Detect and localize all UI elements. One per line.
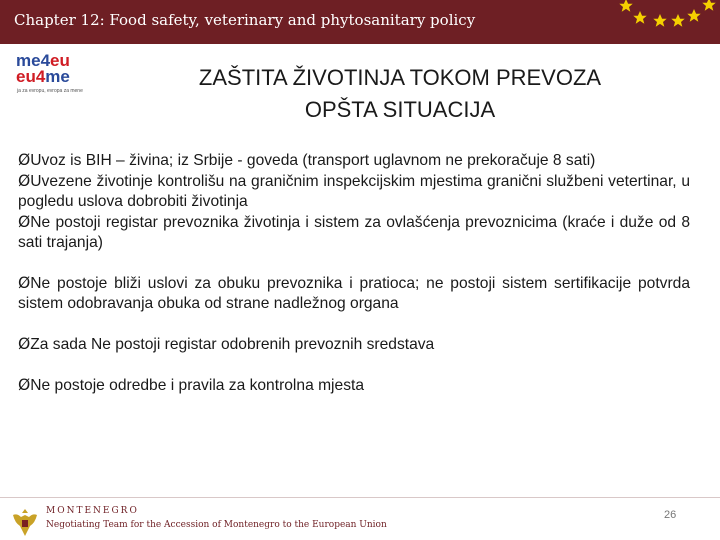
slide-title-line-2: OPŠTA SITUACIJA — [304, 97, 496, 122]
bullet-item: ØNe postoje odredbe i pravila za kontrolna mjesta — [18, 376, 365, 394]
bullet-arrow-icon: Ø — [18, 376, 31, 394]
chapter-title: Chapter 12: Food safety, veterinary and phytosanitary policy — [14, 11, 476, 29]
logo-line-1: me4eu — [16, 51, 70, 70]
slide-content — [18, 150, 690, 396]
bullet-arrow-icon: Ø — [18, 335, 31, 353]
bullet-item: ØUvoz is BIH – živina; iz Srbije - goveda (transport uglavnom ne prekoračuje 8 sati) — [18, 151, 596, 169]
footer-country: MONTENEGRO — [46, 506, 139, 516]
slide-title — [120, 62, 680, 126]
bullet-arrow-icon: Ø — [18, 213, 31, 231]
slide-title-line-1: ZAŠTITA ŽIVOTINJA TOKOM PREVOZA — [198, 65, 602, 90]
eu-stars-icon — [612, 0, 720, 44]
bullet-arrow-icon: Ø — [18, 172, 31, 190]
bullet-arrow-icon: Ø — [18, 151, 31, 169]
bullet-item: ØZa sada Ne postoji registar odobrenih prevoznih sredstava — [18, 335, 435, 353]
bullet-item: ØNe postoje bliži uslovi za obuku prevoznika i pratioca; ne postoji sistem sertifikacije potvrda sistem odobravanja obuka od strane nadležnog organa — [18, 274, 690, 312]
logo-line-2: eu4me — [16, 67, 70, 86]
logo-tagline: ja za evropu, evropa za mene — [17, 88, 83, 94]
footer-team-name: Negotiating Team for the Accession of Montenegro to the European Union — [46, 520, 387, 530]
me4eu-logo — [16, 52, 108, 100]
bullet-arrow-icon: Ø — [18, 274, 31, 292]
montenegro-crest-icon — [8, 506, 42, 540]
footer-divider — [0, 497, 720, 498]
page-number: 26 — [664, 509, 677, 521]
slide-header — [0, 0, 720, 44]
bullet-item: ØUvezene životinje kontrolišu na graničnim inspekcijskim mjestima granični službeni vetertinar, u pogledu uslova dobrobiti životinja — [18, 172, 690, 210]
bullet-item: ØNe postoji registar prevoznika životinja i sistem za ovlašćenja prevoznicima (kraće i duže od 8 sati trajanja) — [18, 213, 690, 251]
